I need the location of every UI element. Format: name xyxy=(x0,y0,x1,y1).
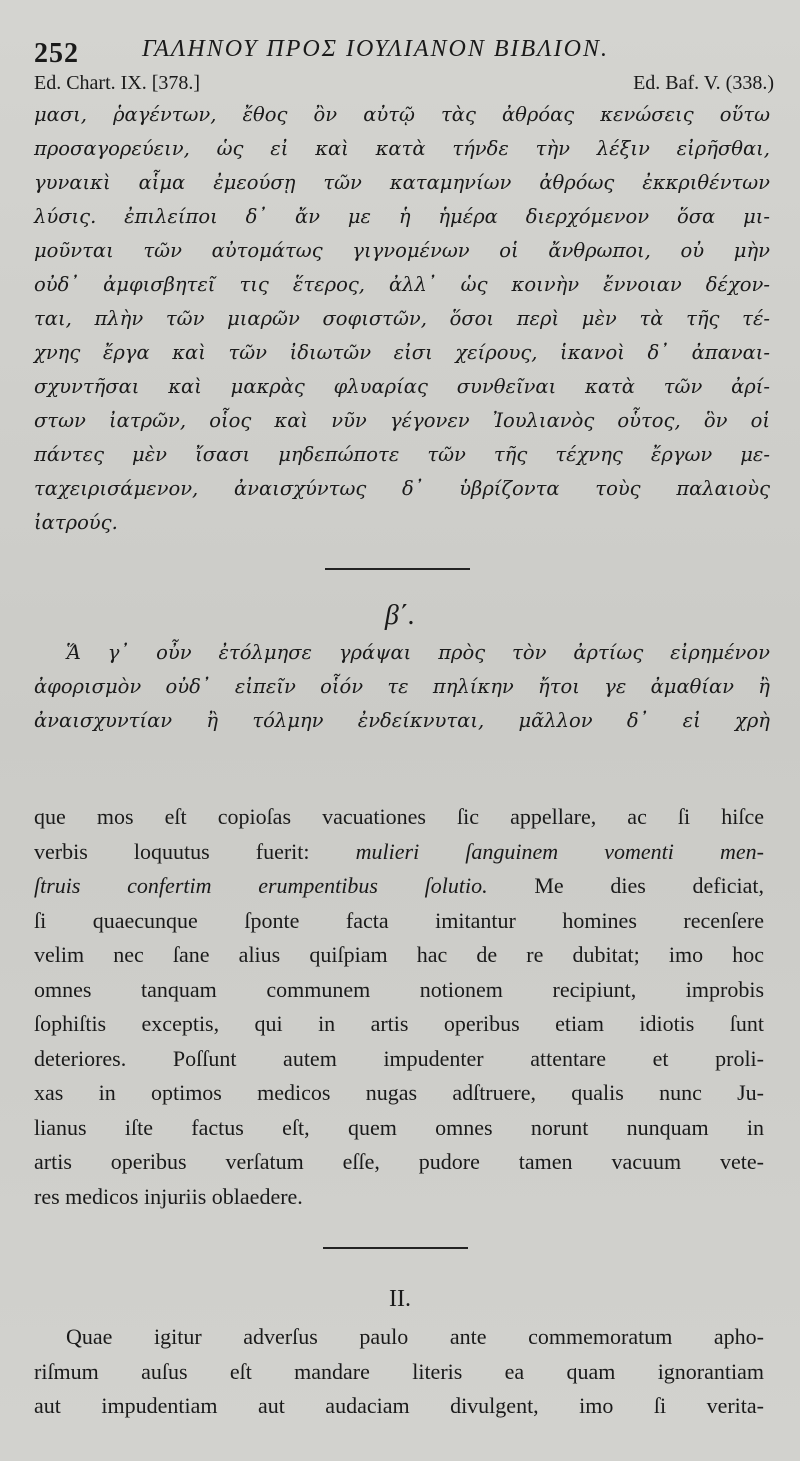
edition-basel: Ed. Baf. V. (338.) xyxy=(633,72,774,94)
page-header xyxy=(34,30,774,69)
latin-line: Quae igitur adverſus paulo ante commemoratum apho- xyxy=(66,1324,764,1349)
latin-italic-quote: ſtruis confertim erumpentibus ſolutio. xyxy=(34,873,488,898)
section-divider xyxy=(323,1247,468,1249)
greek-line: ταχειρισάμενον, ἀναισχύντως δ᾽ ὑβρίζοντα τοὺς παλαιοὺς xyxy=(34,477,770,500)
latin-line: ſophiſtis exceptis, qui in artis operibus etiam idiotis ſunt xyxy=(34,1011,764,1036)
latin-line: velim nec ſane alius quiſpiam hac de re dubitat; imo hoc xyxy=(34,942,764,967)
latin-line: res medicos injuriis oblaedere. xyxy=(34,1183,303,1209)
greek-line: στων ἰατρῶν, οἷος καὶ νῦν γέγονεν Ἰουλιανὸς οὗτος, ὃν οἱ xyxy=(34,409,770,432)
greek-line: λύσις. ἐπιλείποι δ᾽ ἄν με ἡ ἡμέρα διερχόμενον ὅσα μι- xyxy=(34,205,770,228)
latin-paragraph-1 xyxy=(34,800,764,1214)
page-number: 252 xyxy=(34,38,79,69)
latin-line: deteriores. Poſſunt autem impudenter attentare et proli- xyxy=(34,1045,764,1071)
latin-text: verbis loquutus fuerit: xyxy=(34,838,356,864)
greek-line: Ἅ γ᾽ οὖν ἐτόλμησε γράψαι πρὸς τὸν ἀρτίως εἰρημένον xyxy=(66,641,770,664)
latin-paragraph-2 xyxy=(34,1320,764,1424)
latin-italic-quote: mulieri ſanguinem vomenti men- xyxy=(355,838,764,864)
greek-line: μασι, ῥαγέντων, ἔθος ὂν αὐτῷ τὰς ἀθρόας κενώσεις οὕτω xyxy=(34,103,770,126)
latin-line: lianus iſte factus eſt, quem omnes norunt nunquam in xyxy=(34,1114,764,1140)
latin-line xyxy=(34,835,764,870)
greek-line: οὐδ᾽ ἀμφισβητεῖ τις ἕτερος, ἀλλ᾽ ὡς κοινὴν ἔννοιαν δέχον- xyxy=(34,273,770,296)
greek-line: ἰατρούς. xyxy=(34,511,118,534)
greek-line: προσαγορεύειν, ὡς εἰ καὶ κατὰ τήνδε τὴν λέξιν εἰρῆσθαι, xyxy=(34,137,770,160)
edition-references xyxy=(34,72,774,100)
latin-line: xas in optimos medicos nugas adſtruere, qualis nunc Ju- xyxy=(34,1080,764,1105)
latin-text: Me dies deficiat, xyxy=(487,873,764,898)
greek-line: μοῦνται τῶν αὐτομάτως γιγνομένων οἱ ἄνθρωποι, οὐ μὴν xyxy=(34,239,770,262)
greek-line: πάντες μὲν ἴσασι μηδεπώποτε τῶν τῆς τέχνης ἔργων με- xyxy=(34,443,770,466)
latin-line xyxy=(34,869,764,904)
latin-line: omnes tanquam communem notionem recipiunt, improbis xyxy=(34,976,764,1002)
latin-line: artis operibus verſatum eſſe, pudore tamen vacuum vete- xyxy=(34,1149,764,1174)
greek-line: ἀφορισμὸν οὐδ᾽ εἰπεῖν οἷόν τε πηλίκην ἤτοι γε ἀμαθίαν ἢ xyxy=(34,675,770,698)
greek-paragraph-2 xyxy=(34,636,770,738)
latin-line: ſi quaecunque ſponte facta imitantur homines recenſere xyxy=(34,907,764,933)
latin-line: que mos eſt copioſas vacuationes ſic appellare, ac ſi hiſce xyxy=(34,804,764,829)
greek-line: σχυντῆσαι καὶ μακρὰς φλυαρίας συνθεῖναι κατὰ τῶν ἀρί- xyxy=(34,375,770,398)
greek-paragraph-1 xyxy=(34,98,770,540)
edition-chartier: Ed. Chart. IX. [378.] xyxy=(34,72,201,94)
greek-line: ται, πλὴν τῶν μιαρῶν σοφιστῶν, ὅσοι περὶ μὲν τὰ τῆς τέ- xyxy=(34,307,770,330)
latin-line: riſmum auſus eſt mandare literis ea quam ignorantiam xyxy=(34,1358,764,1384)
running-title: ΓΑΛΗΝΟΥ ΠΡΟΣ ΙΟΥΛΙΑΝΟΝ ΒΙΒΛΙΟΝ. xyxy=(142,36,610,62)
latin-line: aut impudentiam aut audaciam divulgent, imo ſi verita- xyxy=(34,1393,764,1418)
greek-line: χνης ἔργα καὶ τῶν ἰδιωτῶν εἰσι χείρους, ἱκανοὶ δ᾽ ἀπαναι- xyxy=(34,341,770,364)
greek-line: γυναικὶ αἷμα ἐμεούσῃ τῶν καταμηνίων ἀθρόως ἐκκριθέντων xyxy=(34,171,770,194)
greek-section-number: β΄. xyxy=(384,600,416,631)
greek-line: ἀναισχυντίαν ἢ τόλμην ἐνδείκνυται, μᾶλλον δ᾽ εἰ χρὴ xyxy=(34,709,770,732)
section-divider xyxy=(325,568,470,570)
latin-section-number: II. xyxy=(389,1286,411,1312)
